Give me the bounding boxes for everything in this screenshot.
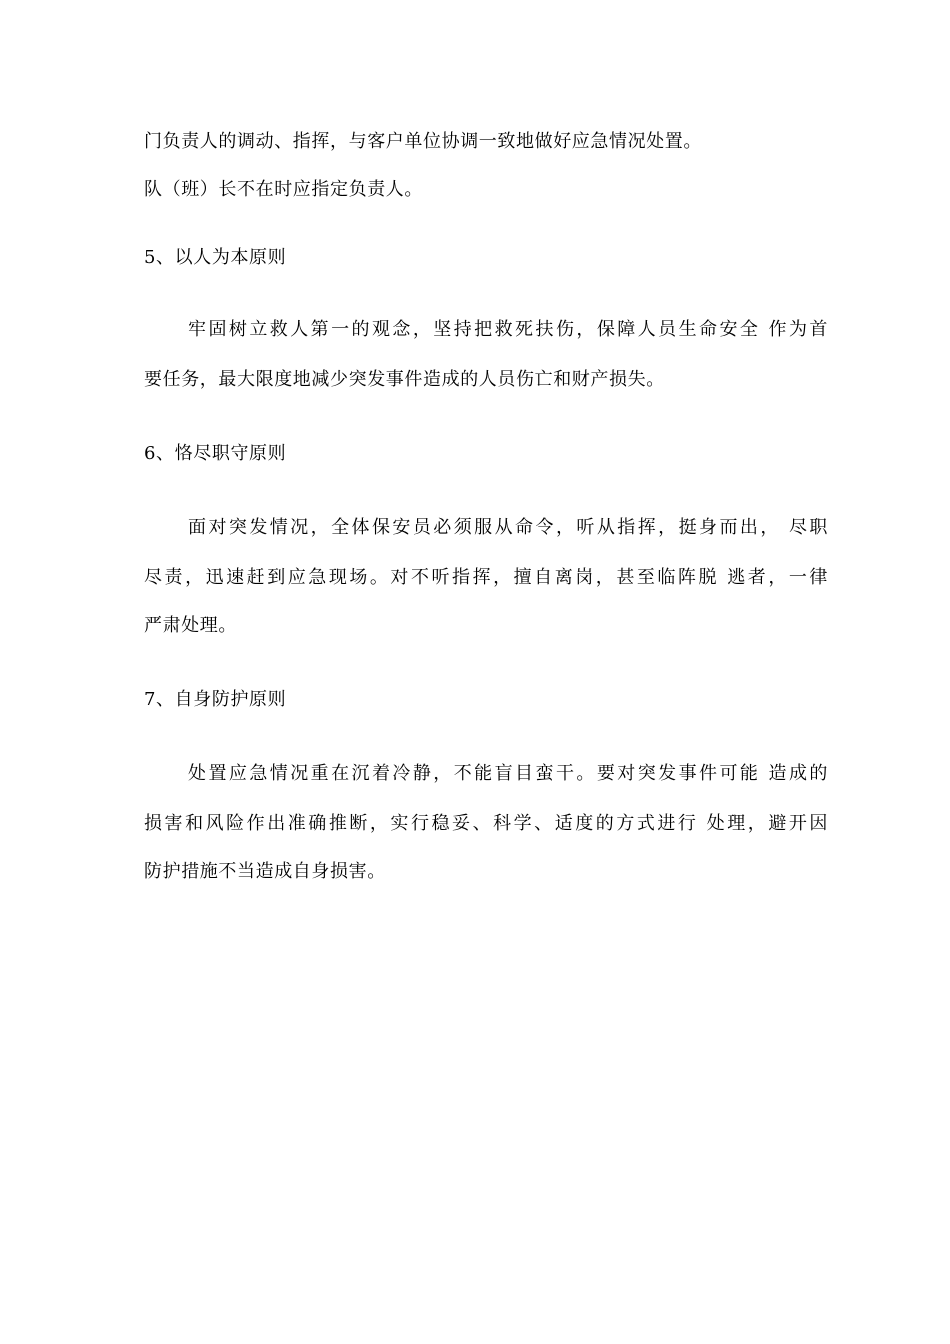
section-7-line-2: 损害和风险作出准确推断，实行稳妥、科学、适度的方式进行 处理，避开因	[144, 813, 828, 834]
section-6-line-3: 严肃处理。	[144, 615, 237, 636]
section-5-line-2: 要任务，最大限度地减少突发事件造成的人员伤亡和财产损失。	[144, 369, 665, 390]
section-7-line-1: 处置应急情况重在沉着冷静，不能盲目蛮干。要对突发事件可能 造成的	[188, 763, 828, 784]
section-6-line-2: 尽责，迅速赶到应急现场。对不听指挥，擅自离岗，甚至临阵脱 逃者，一律	[144, 567, 828, 588]
intro-line-2: 队（班）长不在时应指定负责人。	[144, 179, 423, 200]
section-7-heading: 7、自身防护原则	[144, 689, 287, 710]
section-6-line-1: 面对突发情况，全体保安员必须服从命令，听从指挥，挺身而出， 尽职	[188, 517, 828, 538]
section-6-heading: 6、恪尽职守原则	[144, 443, 287, 464]
intro-line-1: 门负责人的调动、指挥，与客户单位协调一致地做好应急情况处置。	[144, 131, 702, 152]
section-5-line-1: 牢固树立救人第一的观念，坚持把救死扶伤，保障人员生命安全 作为首	[188, 319, 828, 340]
section-5-heading: 5、以人为本原则	[144, 247, 287, 268]
section-7-line-3: 防护措施不当造成自身损害。	[144, 861, 386, 882]
